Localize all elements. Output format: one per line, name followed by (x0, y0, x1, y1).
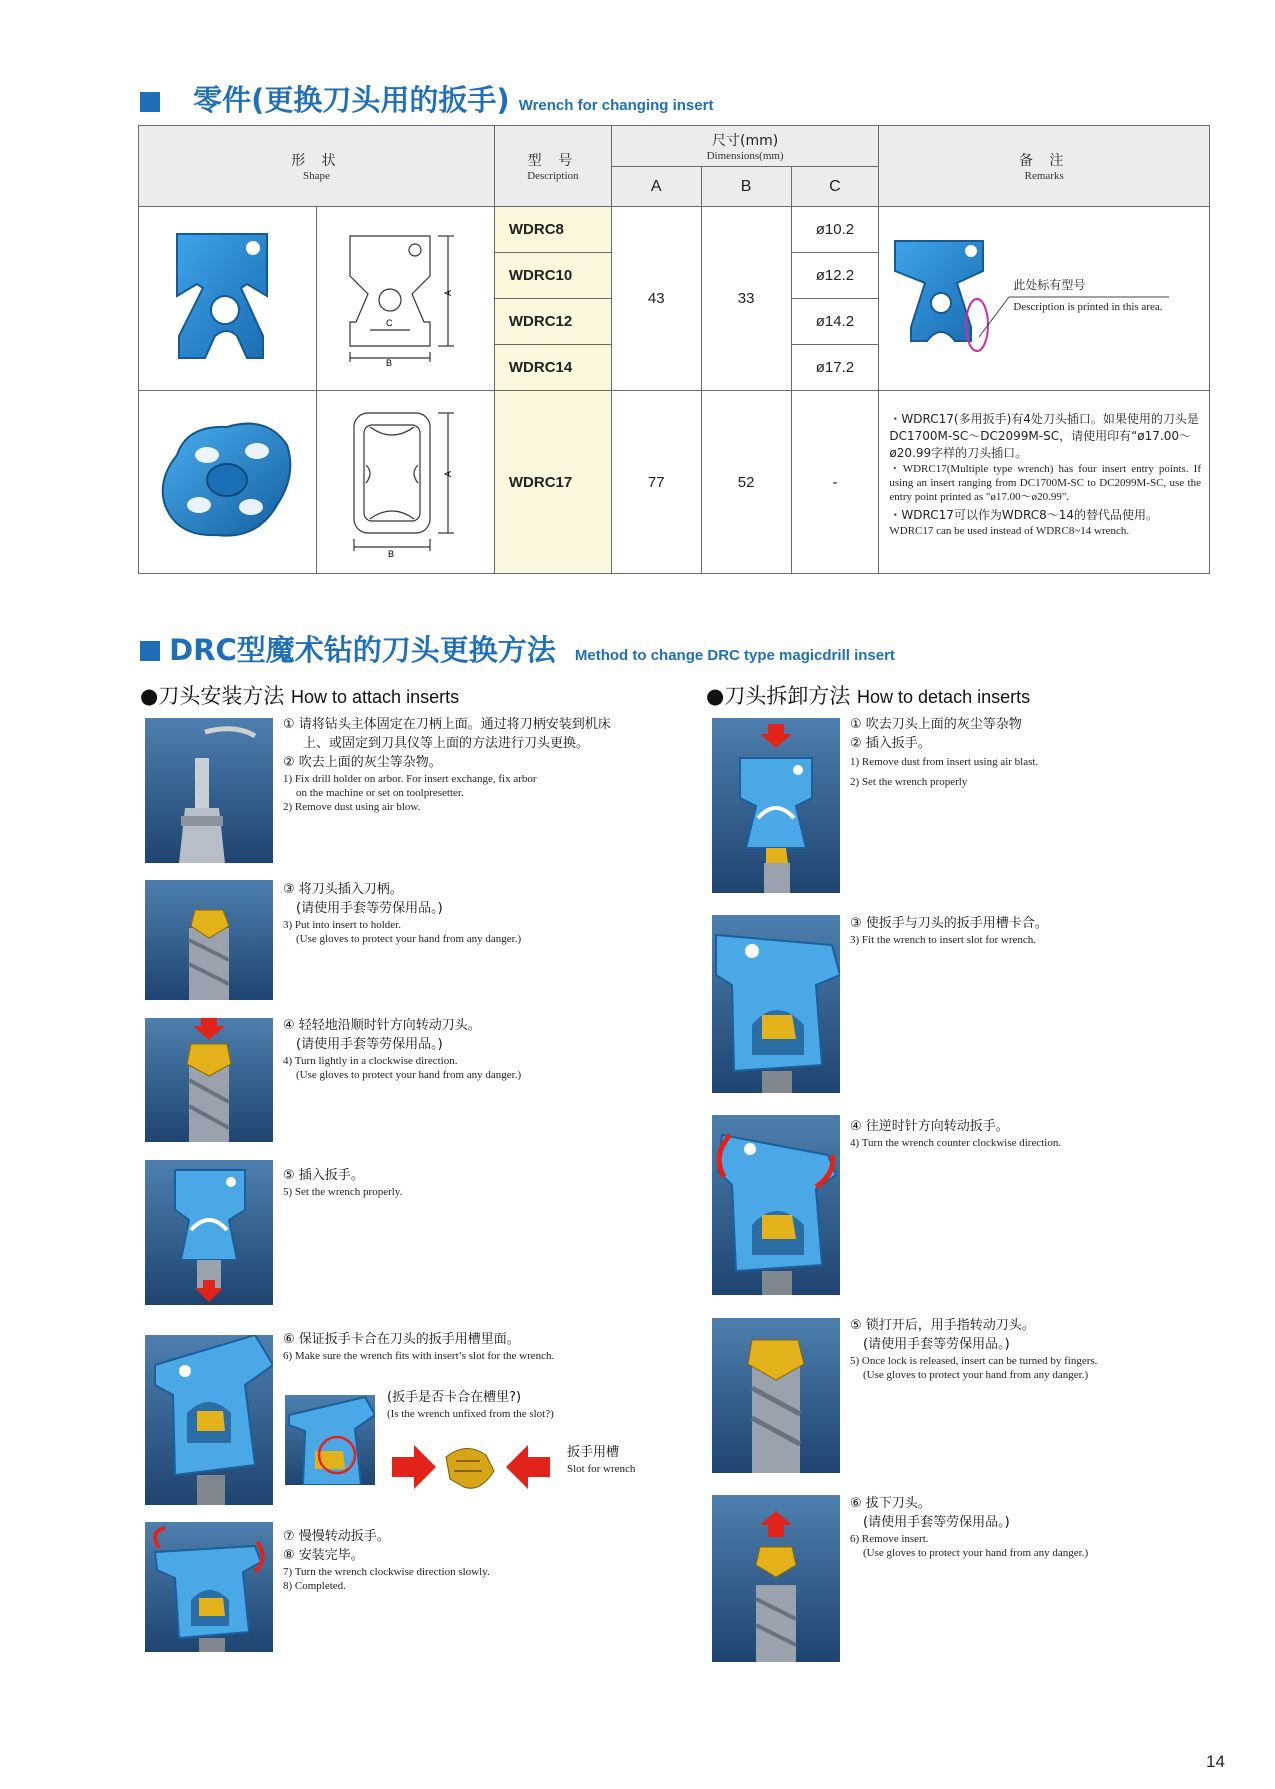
wrench-shape-icon (167, 226, 287, 366)
attach-step5-text: ⑥ 保证扳手卡合在刀头的扳手用槽里面。 6) Make sure the wrench fits with insert’s slot for the wrench. (283, 1332, 555, 1362)
remark2-p1-en: ・WDRC17(Multiple type wrench) has four insert entry points. If using an insert ranging from DC1700M-SC to DC2099M-SC, use the entry point printed as "ø17.00～ø20.99". (889, 463, 1201, 503)
dim-b-cell: 33 (701, 207, 791, 391)
dim-label-a: A (443, 470, 454, 477)
section2-title-en: Method to change DRC type magicdrill insert (574, 647, 895, 664)
dim-c-cell: ø14.2 (791, 299, 879, 345)
section2-heading (140, 628, 895, 669)
multi-wrench-drawing-cell (316, 391, 494, 574)
header-remarks: 备 注 Remarks (879, 126, 1210, 207)
model-cell: WDRC17 (494, 391, 611, 574)
attach-step3-text: ④ 轻轻地沿顺时针方向转动刀头。 (请使用手套等劳保用品。) 4) Turn lightly in a clockwise direction. (Use gloves to protect your hand from any danger.) (283, 1018, 522, 1081)
dim-c-cell: - (791, 391, 879, 574)
attach-step3-photo (145, 1018, 273, 1142)
detach-step5-photo (712, 1495, 840, 1662)
header-col-c: C (791, 167, 879, 207)
header-dimensions: 尺寸(mm) Dimensions(mm) (611, 126, 879, 167)
header-col-b: B (701, 167, 791, 207)
detach-heading-cn: ●刀头拆卸方法 (706, 684, 851, 708)
detach-step3-text: ④ 往逆时针方向转动扳手。 4) Turn the wrench counter clockwise direction. (850, 1119, 1062, 1149)
dim-a-cell: 77 (611, 391, 701, 574)
detach-step5-text: ⑥ 拔下刀头。 (请使用手套等劳保用品。) 6) Remove insert. (Use gloves to protect your hand from any danger.) (850, 1496, 1089, 1559)
dim-c-cell: ø10.2 (791, 207, 879, 253)
attach-heading-en: How to attach inserts (291, 687, 460, 707)
model-cell: WDRC8 (494, 207, 611, 253)
slot-label: 扳手用槽 Slot for wrench (567, 1445, 636, 1475)
detach-step4-text: ⑤ 锁打开后，用手指转动刀头。 (请使用手套等劳保用品。) 5) Once lock is released, insert can be turned by fingers. (Use gloves to protect your hand from any danger.) (850, 1318, 1098, 1381)
remark1-en: Description is printed in this area. (1013, 301, 1163, 313)
wrench-drawing-cell (316, 207, 494, 391)
multi-wrench-photo-cell (139, 391, 317, 574)
dim-a-cell: 43 (611, 207, 701, 391)
wrench-photo-cell (139, 207, 317, 391)
attach-step6-photo (145, 1522, 273, 1652)
heading-square-icon (140, 641, 160, 661)
dim-label-a: A (443, 289, 454, 296)
header-shape: 形 状 Shape (139, 126, 495, 207)
model-cell: WDRC10 (494, 253, 611, 299)
detach-step2-photo (712, 915, 840, 1093)
heading-square-icon (140, 92, 160, 112)
attach-step1-text: ① 请将钻头主体固定在刀柄上面。通过将刀柄安装到机床 上、或固定到刀具仪等上面的方法进行刀头更换。 ② 吹去上面的灰尘等杂物。 1) Fix drill holder on arbor. For insert exchange, fix arbor on the machine or set on toolpresetter. 2) Remove dust using air blow. (283, 717, 611, 813)
attach-heading (140, 680, 459, 710)
dim-label-c: C (386, 318, 393, 328)
dim-b-cell: 52 (701, 391, 791, 574)
model-cell: WDRC12 (494, 299, 611, 345)
check-text: (扳手是否卡合在槽里?) (Is the wrench unfixed from the slot?) (387, 1390, 554, 1420)
detach-step3-photo (712, 1115, 840, 1295)
attach-step1-photo (145, 718, 273, 863)
detach-step4-photo (712, 1318, 840, 1473)
wrench-spec-table (138, 125, 1210, 574)
detach-step1-photo (712, 718, 840, 893)
dim-label-b: B (388, 548, 395, 559)
right-arrow-icon (392, 1445, 436, 1489)
multi-wrench-shape-icon (147, 405, 307, 555)
header-col-a: A (611, 167, 701, 207)
page-number: 14 (1206, 1752, 1225, 1771)
remarks-cell (879, 207, 1210, 391)
dim-c-cell: ø17.2 (791, 345, 879, 391)
check-inset-photo (285, 1395, 375, 1485)
dim-label-b: B (386, 358, 393, 366)
remark2-p2-en: WDRC17 can be used instead of WDRC8~14 wrench. (889, 525, 1130, 537)
detach-heading (706, 680, 1030, 710)
attach-step6-text: ⑦ 慢慢转动扳手。 ⑧ 安装完毕。 7) Turn the wrench clockwise direction slowly. 8) Completed. (283, 1529, 490, 1592)
section1-title-cn: 零件(更换刀头用的扳手) (193, 83, 510, 117)
attach-step5-photo (145, 1335, 273, 1505)
detach-heading-en: How to detach inserts (857, 687, 1031, 707)
detach-step2-text: ③ 使扳手与刀头的扳手用槽卡合。 3) Fit the wrench to insert slot for wrench. (850, 916, 1048, 946)
left-arrow-icon (506, 1445, 550, 1489)
table-row (139, 207, 1210, 253)
section1-heading (140, 78, 713, 119)
attach-step4-text: ⑤ 插入扳手。 5) Set the wrench properly. (283, 1168, 403, 1198)
wrench-drawing-icon (330, 226, 480, 366)
attach-heading-cn: ●刀头安装方法 (140, 684, 285, 708)
remarks-cell (879, 391, 1210, 574)
table-row (139, 391, 1210, 574)
remark2-p2-cn: ・WDRC17可以作为WDRC8～14的替代品使用。 (889, 508, 1159, 522)
model-cell: WDRC14 (494, 345, 611, 391)
section2-title-cn: DRC型魔术钻的刀头更换方法 (169, 633, 556, 667)
attach-step4-photo (145, 1160, 273, 1305)
multi-wrench-drawing-icon (330, 395, 480, 565)
attach-step2-text: ③ 将刀头插入刀柄。 (请使用手套等劳保用品。) 3) Put into insert to holder. (Use gloves to protect your hand from any danger.) (283, 882, 522, 945)
header-description: 型 号 Description (494, 126, 611, 207)
detach-step1-text: ① 吹去刀头上面的灰尘等杂物 ② 插入扳手。 1) Remove dust from insert using air blast. 2) Set the wrench properly (850, 717, 1039, 788)
remark2-p1-cn: ・WDRC17(多用扳手)有4处刀头插口。如果使用的刀头是DC1700M-SC～DC2099M-SC，请使用印有“ø17.00～ø20.99字样的刀头插口。 (889, 412, 1199, 460)
section1-title-en: Wrench for changing insert (518, 97, 714, 114)
dim-c-cell: ø12.2 (791, 253, 879, 299)
remark1-cn: 此处标有型号 (1013, 278, 1086, 292)
attach-step2-photo (145, 880, 273, 1000)
wrench-remark-icon (891, 237, 991, 377)
